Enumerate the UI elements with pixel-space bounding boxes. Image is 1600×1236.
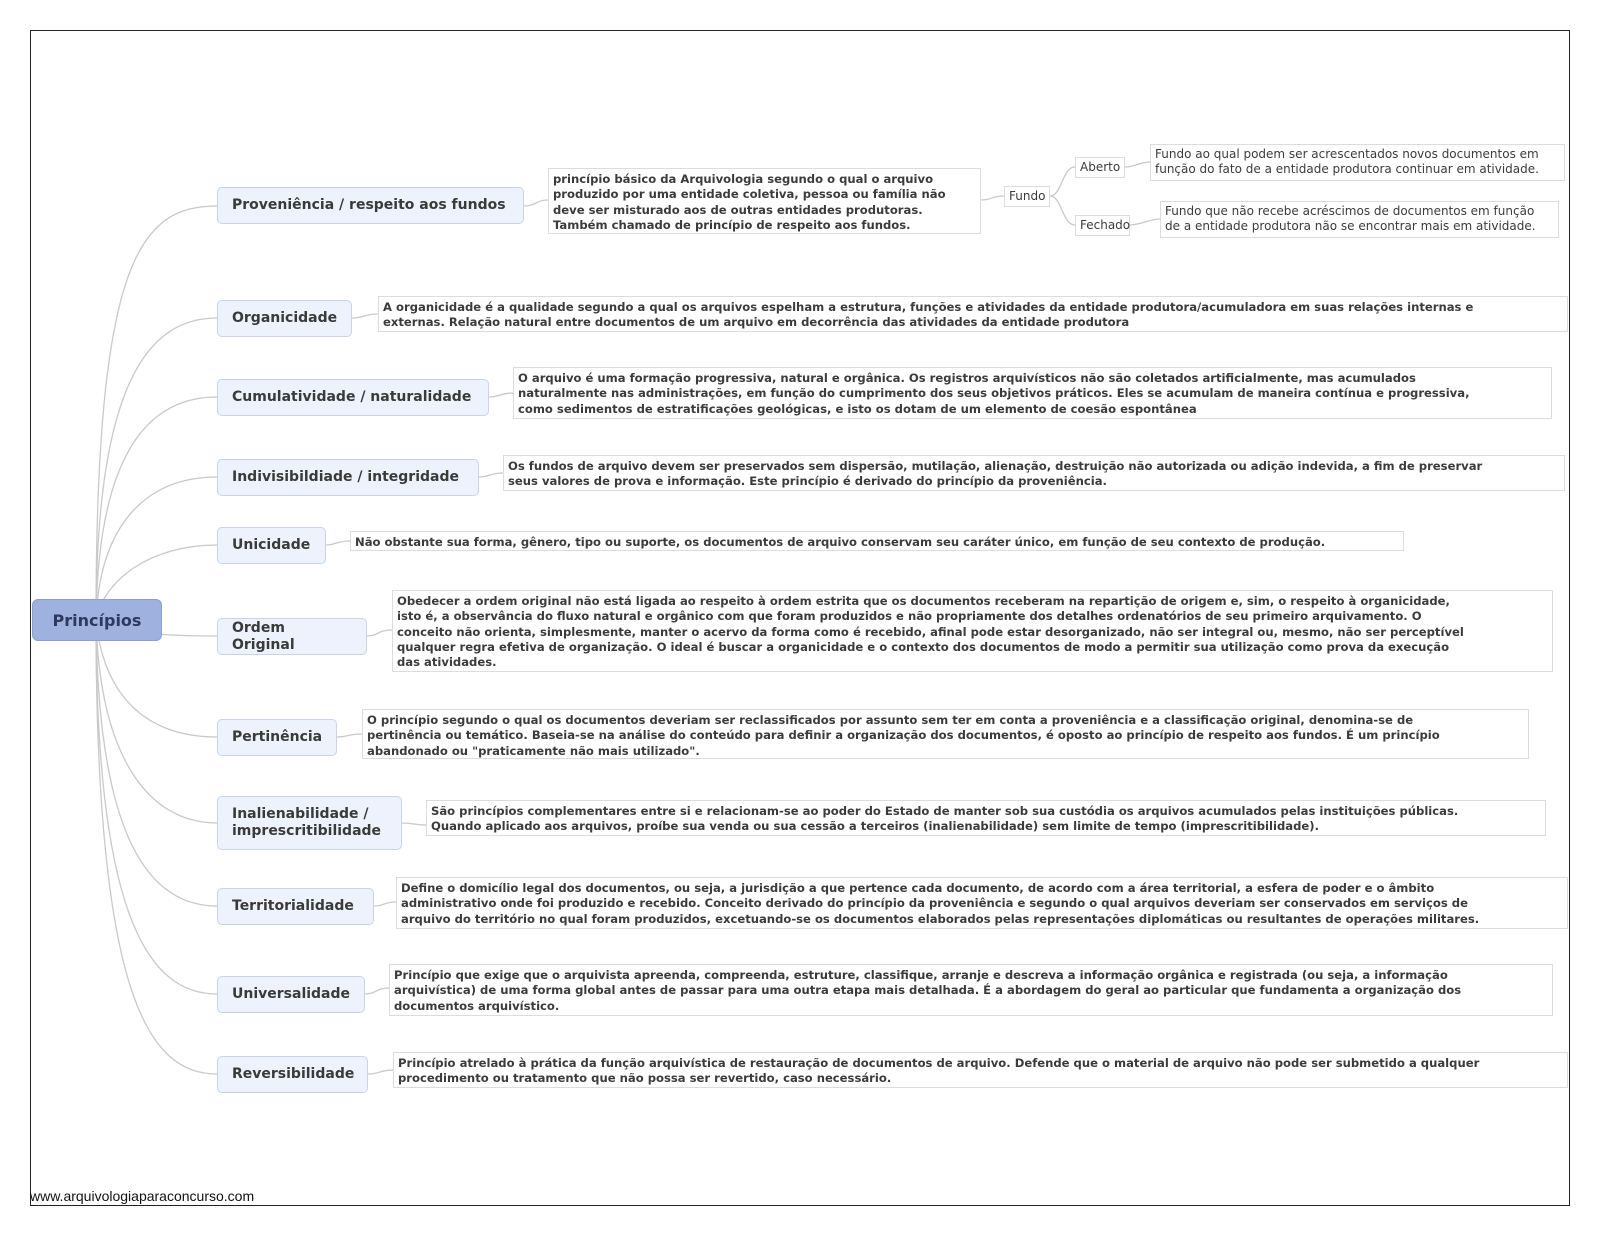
desc-cumulatividade: O arquivo é uma formação progressiva, natural e orgânica. Os registros arquivísticos não são coletados artificialmente, mas acumulados naturalmente nas administrações, em função do cumprimento dos seus objetivos práticos. Eles se acumulam de maneira contínua e progressiva, como sedimentos de estratificações geológicas, e isto os dotam de um elemento de coesão espontânea [513,367,1552,419]
topic-reversibilidade[interactable]: Reversibilidade [217,1056,368,1093]
topic-pertinencia[interactable]: Pertinência [217,719,337,756]
topic-proveniencia[interactable]: Proveniência / respeito aos fundos [217,187,524,224]
connector-root-ordem [158,634,217,636]
desc-proveniencia: princípio básico da Arquivologia segundo o qual o arquivo produzido por uma entidade coletiva, pessoa ou família não deve ser misturado aos de outras entidades produtoras. Também chamado de princípio de respeito aos fundos. [548,168,981,234]
topic-inalienabilidade[interactable]: Inalienabilidade / imprescritibilidade [217,796,402,850]
desc-organicidade: A organicidade é a qualidade segundo a qual os arquivos espelham a estrutura, funções e atividades da entidade produtora/acumuladora em suas relações internas e externas. Relação natural entre documentos de um arquivo em decorrência das atividades da entidade produtora [378,296,1568,332]
desc-fundo-fechado: Fundo que não recebe acréscimos de documentos em função de a entidade produtora não se encontrar mais em atividade. [1160,201,1559,238]
root-node-principios[interactable]: Princípios [32,599,162,641]
node-fundo-aberto[interactable]: Aberto [1075,157,1125,178]
desc-fundo-aberto: Fundo ao qual podem ser acrescentados novos documentos em função do fato de a entidade produtora continuar em atividade. [1150,144,1565,181]
desc-ordem-original: Obedecer a ordem original não está ligada ao respeito à ordem estrita que os documentos receberam na repartição de origem e, sim, o respeito à organicidade, isto é, a observância do fluxo natural e orgânico com que foram produzidos e não propriamente dos detalhes ordenatórios de seu primeiro arquivamento. O conceito não orienta, simplesmente, manter o acervo da forma como é recebido, afinal pode estar desorganizado, não ser integral ou, mesmo, não ser perceptível qualquer regra efetiva de organização. O ideal é buscar a organicidade e o contexto dos documentos de modo a permitir sua utilização como prova da execução das atividades. [392,590,1553,672]
desc-inalienabilidade: São princípios complementares entre si e relacionam-se ao poder do Estado de manter sob sua custódia os arquivos acumulados pelas instituições públicas. Quando aplicado aos arquivos, proíbe sua venda ou sua cessão a terceiros (inalienabilidade) sem limite de tempo (imprescritibilidade). [426,800,1546,836]
topic-universalidade[interactable]: Universalidade [217,976,365,1013]
node-fundo[interactable]: Fundo [1004,186,1050,207]
desc-territorialidade: Define o domicílio legal dos documentos, ou seja, a jurisdição a que pertence cada documento, de acordo com a área territorial, a esfera de poder e o âmbito administrativo onde foi produzido e recebido. Conceito derivado do princípio da proveniência e segundo o qual arquivos deveriam ser conservados em serviços de arquivo do território no qual foram produzidos, excetuando-se os documentos elaborados pelas representações diplomáticas ou resultantes de operações militares. [396,877,1568,929]
desc-reversibilidade: Princípio atrelado à prática da função arquivística de restauração de documentos de arquivo. Defende que o material de arquivo não pode ser submetido a qualquer procedimento ou tratamento que não possa ser revertido, caso necessário. [393,1052,1568,1088]
topic-cumulatividade[interactable]: Cumulatividade / naturalidade [217,379,489,416]
topic-ordem-original[interactable]: Ordem Original [217,618,367,655]
node-fundo-fechado[interactable]: Fechado [1075,215,1130,236]
desc-universalidade: Princípio que exige que o arquivista apreenda, compreenda, estruture, classifique, arranje e descreva a informação orgânica e registrada (ou seja, a informação arquivística) de uma forma global antes de passar para uma outra etapa mais detalhada. É a abordagem do geral ao particular que fundamenta a organização dos documentos arquivístico. [389,964,1553,1016]
desc-unicidade: Não obstante sua forma, gênero, tipo ou suporte, os documentos de arquivo conservam seu caráter único, em função de seu contexto de produção. [350,531,1404,551]
topic-territorialidade[interactable]: Territorialidade [217,888,374,925]
topic-unicidade[interactable]: Unicidade [217,527,326,564]
footer-website: www.arquivologiaparaconcurso.com [30,1188,255,1204]
connector-root-reversibilidade [96,620,217,1074]
desc-indivisibilidade: Os fundos de arquivo devem ser preservados sem dispersão, mutilação, alienação, destruição não autorizada ou adição indevida, a fim de preservar seus valores de prova e informação. Este princípio é derivado do princípio da proveniência. [503,455,1565,491]
connector-root-territorialidade [96,620,217,906]
connector-root-universalidade [96,620,217,994]
topic-indivisibilidade[interactable]: Indivisibildiade / integridade [217,459,479,496]
connector-root-proveniencia [96,206,217,620]
connector-root-organicidade [96,318,217,620]
desc-pertinencia: O princípio segundo o qual os documentos deveriam ser reclassificados por assunto sem ter em conta a proveniência e a classificação original, denomina-se de pertinência ou temático. Baseia-se na análise do conteúdo para definir a organização dos documentos, é oposto ao princípio de respeito aos fundos. É um princípio abandonado ou "praticamente não mais utilizado". [362,709,1529,759]
topic-organicidade[interactable]: Organicidade [217,300,352,337]
